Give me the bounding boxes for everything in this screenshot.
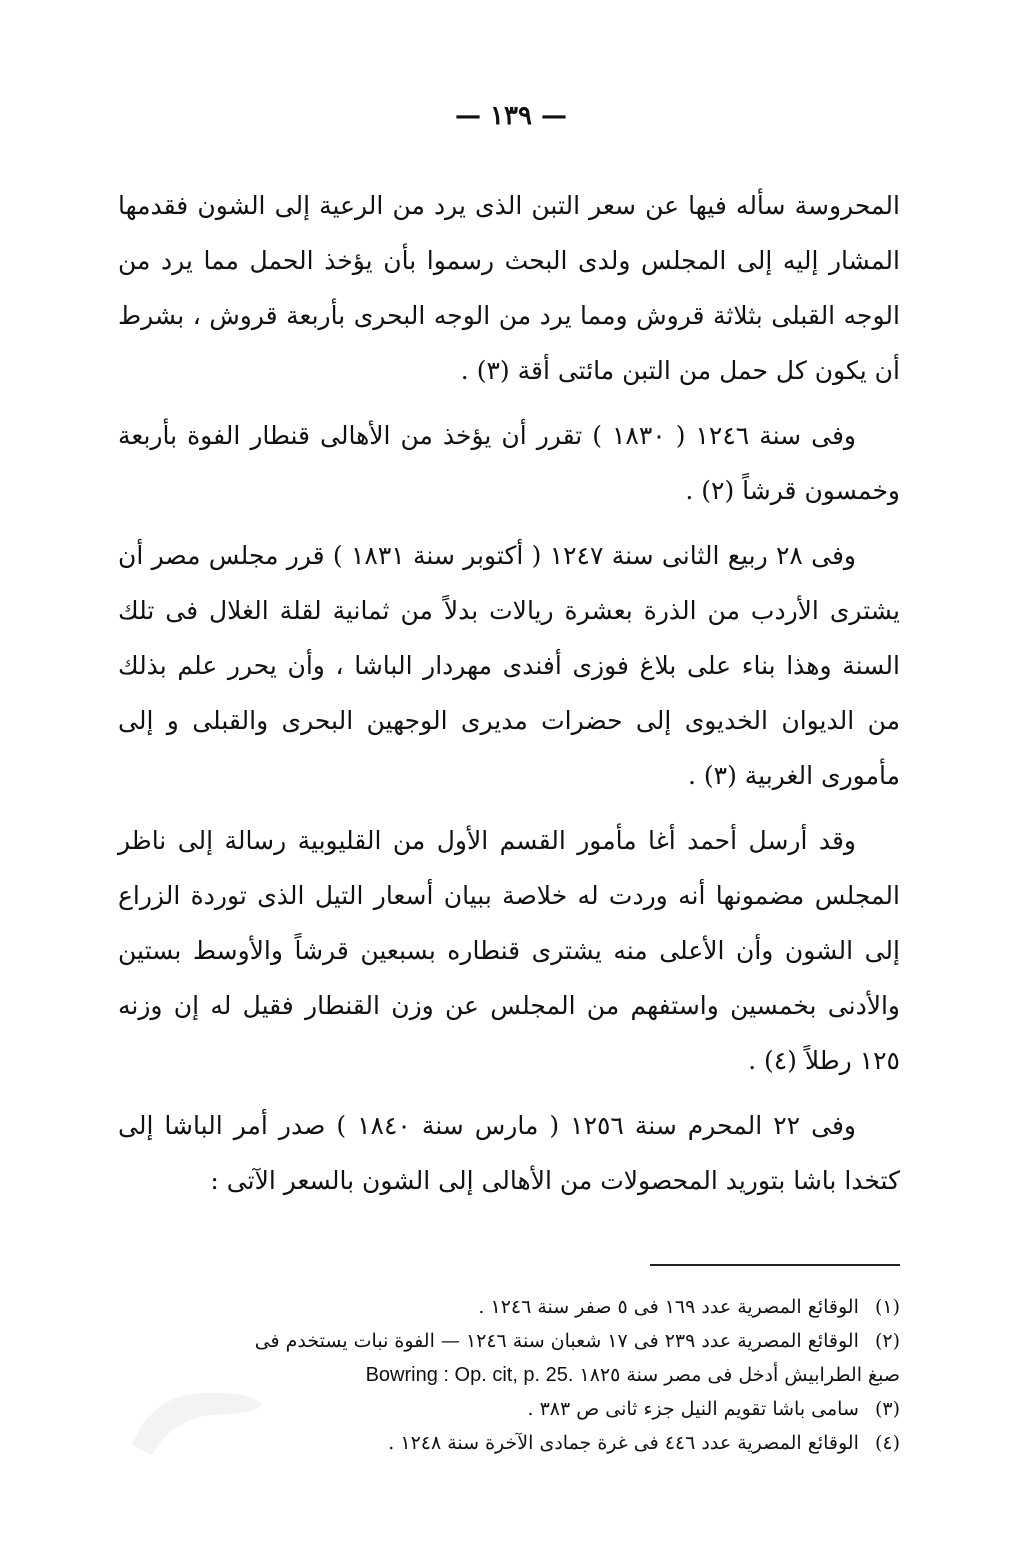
footnote-separator xyxy=(650,1264,900,1266)
scan-smudge xyxy=(112,1375,272,1465)
footnote-text: الوقائع المصرية عدد ٢٣٩ فى ١٧ شعبان سنة ١٢٤٦ — الفوة نبات يستخدم فى xyxy=(254,1330,859,1352)
footnote-text: صبغ الطرابيش أدخل فى مصر سنة ١٨٢٥ xyxy=(579,1364,900,1386)
footnote-2 xyxy=(118,1324,900,1358)
footnote-number: (٣) xyxy=(874,1398,900,1420)
footnote-citation: Bowring : Op. cit, p. 25. xyxy=(365,1364,574,1386)
footnote-text: سامى باشا تقويم النيل جزء ثانى ص ٣٨٣ . xyxy=(527,1398,859,1420)
paragraph-2: وفى سنة ١٢٤٦ ( ١٨٣٠ ) تقرر أن يؤخذ من الأهالى قنطار الفوة بأربعة وخمسون قرشاً (٢) . xyxy=(118,421,900,505)
paragraph-4: وقد أرسل أحمد أغا مأمور القسم الأول من القليوبية رسالة إلى ناظر المجلس مضمونها أنه وردت له خلاصة ببيان أسعار التيل الذى توردة الزراع إلى الشون وأن الأعلى منه يشترى قنطاره بسبعين قرشاً والأوسط بستين والأدنى بخمسين واستفهم من المجلس عن وزن القنطار فقيل له إن وزنه ١٢٥ رطلاً (٤) . xyxy=(118,826,900,1075)
footnote-number: (١) xyxy=(874,1296,900,1318)
paragraph-3: وفى ٢٨ ربيع الثانى سنة ١٢٤٧ ( أكتوبر سنة ١٨٣١ ) قرر مجلس مصر أن يشترى الأردب من الذرة بعشرة ريالات بدلاً من ثمانية لقلة الغلال فى تلك السنة وهذا بناء على بلاغ فوزى أفندى مهردار الباشا ، وأن يحرر علم بذلك من الديوان الخديوى إلى حضرات مديرى الوجهين البحرى والقبلى و إلى مأمورى الغربية (٣) . xyxy=(118,541,900,790)
footnote-number: (٢) xyxy=(874,1330,900,1352)
paragraph-1: المحروسة سأله فيها عن سعر التبن الذى يرد من الرعية إلى الشون فقدمها المشار إليه إلى المجلس ولدى البحث رسموا بأن يؤخذ الحمل مما يرد من الوجه القبلى بثلاثة قروش ومما يرد من الوجه البحرى بأربعة قروش ، بشرط أن يكون كل حمل من التبن مائتى أقة (٣) . xyxy=(118,191,900,385)
footnote-text: الوقائع المصرية عدد ١٦٩ فى ٥ صفر سنة ١٢٤٦ . xyxy=(478,1296,859,1318)
page-number: — ١٣٩ — xyxy=(454,101,568,131)
footnote-number: (٤) xyxy=(874,1432,900,1454)
footnote-1 xyxy=(118,1290,900,1324)
footnote-text: الوقائع المصرية عدد ٤٤٦ فى غرة جمادى الآخرة سنة ١٢٤٨ . xyxy=(388,1432,859,1454)
body-text xyxy=(118,178,900,1208)
paragraph-5: وفى ٢٢ المحرم سنة ١٢٥٦ ( مارس سنة ١٨٤٠ ) صدر أمر الباشا إلى كتخدا باشا بتوريد المحصولات من الأهالى إلى الشون بالسعر الآتى : xyxy=(118,1111,900,1195)
